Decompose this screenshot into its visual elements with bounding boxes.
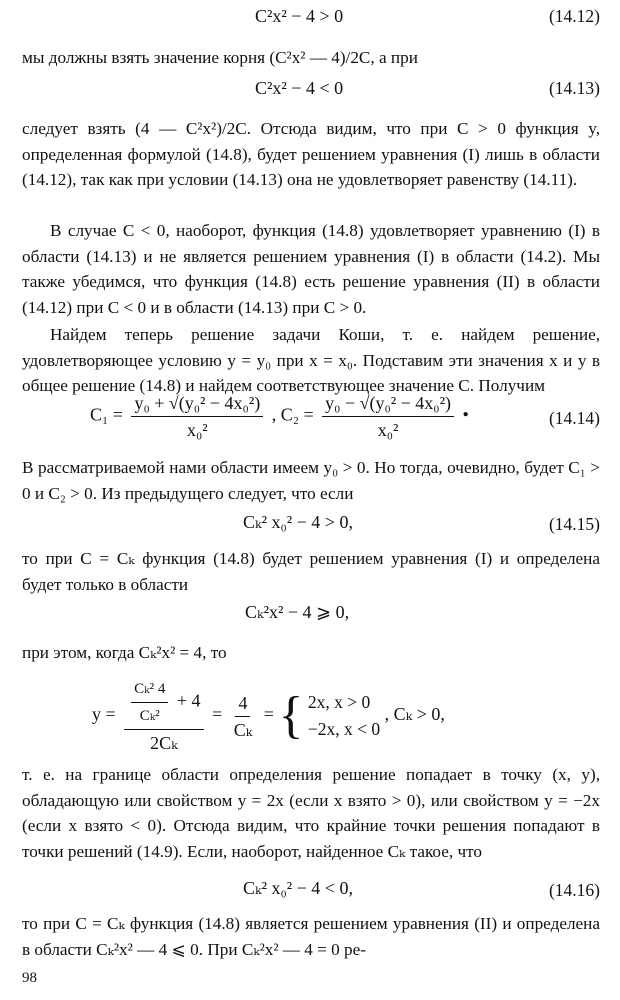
equation-number-14-12: (14.12) bbox=[548, 6, 600, 26]
cases-block bbox=[308, 689, 380, 743]
paragraph-5: В рассматриваемой нами области имеем y₀ > 0. Но тогда, очевидно, будет C₁ > 0 и C₂ > 0. Из предыдущего следует, что если bbox=[22, 458, 600, 503]
c1-lhs: C₁ = bbox=[90, 404, 123, 425]
equation-domain: Cₖ²x² − 4 ⩾ 0, bbox=[245, 602, 350, 622]
numerator-tail: + 4 bbox=[176, 690, 201, 711]
y-tail: , Cₖ > 0, bbox=[384, 704, 445, 725]
equals-2: = bbox=[212, 704, 223, 725]
equation-end-dot: • bbox=[462, 404, 469, 425]
paragraph-1: мы должны взять значение корня (C²x² — 4)/2C, а при bbox=[22, 48, 418, 67]
equation-14-16: Cₖ² x₀² − 4 < 0, bbox=[243, 878, 353, 898]
equation-number-14-15: (14.15) bbox=[548, 514, 600, 534]
y-lhs: y = bbox=[92, 704, 116, 725]
paragraph-3: В случае C < 0, наоборот, функция (14.8) удовлетворяет уравнению (I) в области (14.13) и не является решением уравнения (I) в области (14.2). Мы также убедимся, что функция (14.8) есть решение уравнения (II) в области (14.12) при C < 0 и в области (14.13) при C > 0. bbox=[22, 221, 600, 318]
c2-fraction bbox=[322, 392, 454, 441]
mid-fraction bbox=[231, 692, 256, 741]
paragraph-8: т. е. на границе области определения решение попадает в точку (x, y), обладающую или свойством y = 2x (если x взято > 0), или свойством y = −2x (если x взято < 0). Отсюда видим, что крайние точки решения попадают в точки решений (14.9). Если, наоборот, найденное Cₖ такое, что bbox=[22, 765, 600, 862]
paragraph-9: то при C = Cₖ функция (14.8) является решением уравнения (II) и определена в области Cₖ²x² — 4 ⩽ 0. При Cₖ²x² — 4 = 0 ре- bbox=[22, 914, 600, 959]
equation-14-14 bbox=[90, 392, 469, 441]
paragraph-4: Найдем теперь решение задачи Коши, т. е. найдем решение, удовлетворяющее условию y = y₀ при x = x₀. Подставим эти значения x и y в общее решение (14.8) и найдем соответствующее значение C. Получим bbox=[22, 325, 600, 396]
mid-numerator: 4 bbox=[235, 692, 250, 717]
equation-number-14-14: (14.14) bbox=[548, 408, 600, 428]
inner-numerator: Cₖ² 4 bbox=[131, 678, 168, 703]
left-brace: { bbox=[278, 687, 304, 744]
equation-14-15: Cₖ² x₀² − 4 > 0, bbox=[243, 512, 353, 532]
c2-denominator: x₀² bbox=[377, 420, 399, 440]
page-number: 98 bbox=[22, 970, 37, 986]
case-negative: −2x, x < 0 bbox=[307, 719, 381, 739]
c2-numerator: y₀ − √(y₀² − 4x₀²) bbox=[322, 392, 454, 417]
y-big-numerator bbox=[124, 678, 203, 730]
mid-denominator: Cₖ bbox=[233, 719, 253, 740]
equation-14-13: C²x² − 4 < 0 bbox=[255, 78, 344, 98]
paragraph-2: следует взять (4 — C²x²)/2C. Отсюда видим, что при C > 0 функция y, определенная формулой (14.8), будет решением уравнения (I) лишь в области (14.12), так как при условии (14.13) она не удовлетворяет равенству (14.11). bbox=[22, 119, 600, 190]
inner-fraction bbox=[131, 678, 168, 727]
paragraph-7: при этом, когда Cₖ²x² = 4, то bbox=[22, 643, 227, 662]
c1-numerator: y₀ + √(y₀² − 4x₀²) bbox=[131, 392, 263, 417]
c2-lhs: , C₂ = bbox=[271, 404, 314, 425]
y-big-fraction bbox=[124, 678, 203, 754]
equation-y-cases bbox=[92, 678, 445, 754]
equation-number-14-16: (14.16) bbox=[548, 880, 600, 900]
y-big-denominator: 2Cₖ bbox=[150, 733, 178, 753]
inner-denominator: Cₖ² bbox=[139, 708, 160, 724]
paragraph-6: то при C = Cₖ функция (14.8) будет решением уравнения (I) и определена будет только в области bbox=[22, 549, 600, 594]
equation-number-14-13: (14.13) bbox=[548, 78, 600, 98]
c1-denominator: x₀² bbox=[187, 420, 208, 440]
c1-fraction bbox=[131, 392, 263, 441]
case-positive: 2x, x > 0 bbox=[307, 692, 371, 712]
equals-3: = bbox=[263, 704, 274, 725]
equation-14-12: C²x² − 4 > 0 bbox=[255, 6, 344, 26]
